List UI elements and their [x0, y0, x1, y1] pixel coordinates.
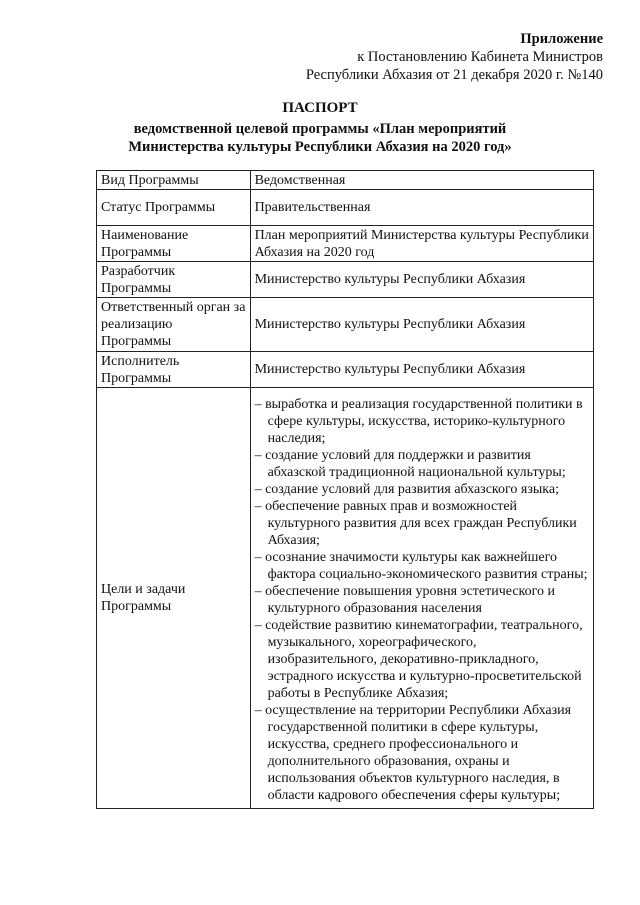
goal-item: – осуществление на территории Республики Абхазия государственной политики в сфере культуры, искусства, среднего профессионального и дополнительного образования, охраны и использования объектов культурного наследия, в области кадрового обеспечения сферы культуры; — [254, 703, 572, 803]
goals-label: Цели и задачи Программы — [97, 388, 251, 809]
document-title: ПАСПОРТ — [282, 100, 358, 116]
row-value: Министерство культуры Республики Абхазия — [250, 298, 593, 352]
table-row — [97, 352, 594, 388]
subtitle-line-1: ведомственной целевой программы «План мероприятий — [133, 121, 507, 137]
goal-item: – создание условий для развития абхазского языка; — [254, 482, 559, 497]
table-row — [97, 388, 594, 809]
passport-table — [96, 170, 594, 809]
goal-item: – обеспечение равных прав и возможностей культурного развития для всех граждан Республики Абхазия; — [254, 499, 577, 548]
goal-item: – выработка и реализация государственной политики в сфере культуры, искусства, историко-культурного наследия; — [254, 397, 583, 446]
row-value: Ведомственная — [250, 171, 593, 190]
row-label: Исполнитель Программы — [97, 352, 251, 388]
document-subtitle — [0, 120, 640, 156]
row-label: Разработчик Программы — [97, 262, 251, 298]
table-row — [97, 190, 594, 226]
row-value: Министерство культуры Республики Абхазия — [250, 262, 593, 298]
goals-list — [255, 396, 589, 804]
appendix-line-1: к Постановлению Кабинета Министров — [357, 49, 603, 65]
appendix-title: Приложение — [520, 31, 603, 47]
appendix-block — [306, 30, 603, 84]
table-row — [97, 298, 594, 352]
table-row — [97, 262, 594, 298]
goal-item: – осознание значимости культуры как важнейшего фактора социально-экономического развития страны; — [254, 550, 588, 582]
goal-item: – содействие развитию кинематографии, театрального, музыкального, хореографического, изобразительного, декоративно-прикладного, эстрадного искусства и культурно-просветительской работы в Республике Абхазия; — [254, 618, 583, 701]
table-row — [97, 226, 594, 262]
table-row — [97, 171, 594, 190]
goal-item: – создание условий для поддержки и развития абхазской традиционной национальной культуры; — [254, 448, 566, 480]
goal-item: – обеспечение повышения уровня эстетического и культурного образования населения — [254, 584, 556, 616]
row-label: Вид Программы — [97, 171, 251, 190]
appendix-line-2: Республики Абхазия от 21 декабря 2020 г. №140 — [305, 67, 603, 83]
subtitle-line-2: Министерства культуры Республики Абхазия на 2020 год» — [128, 139, 512, 155]
row-label: Ответственный орган за реализацию Программы — [97, 298, 251, 352]
row-value: План мероприятий Министерства культуры Республики Абхазия на 2020 год — [250, 226, 593, 262]
row-value: Министерство культуры Республики Абхазия — [250, 352, 593, 388]
goals-cell — [250, 388, 593, 809]
row-label: Наименование Программы — [97, 226, 251, 262]
row-value: Правительственная — [250, 190, 593, 226]
row-label: Статус Программы — [97, 190, 251, 226]
